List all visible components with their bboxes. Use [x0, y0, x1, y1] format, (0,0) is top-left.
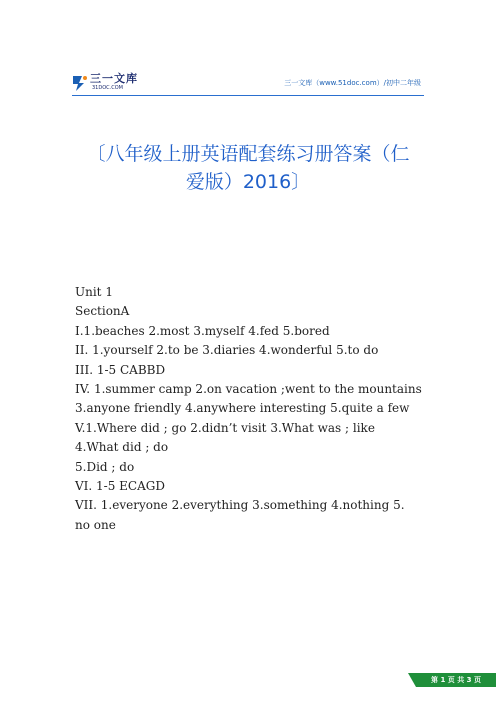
footer-tab-corner: [408, 673, 416, 687]
body-line: VI. 1-5 ECAGD: [75, 478, 165, 493]
document-body: [75, 283, 425, 535]
body-line: II. 1.yourself 2.to be 3.diaries 4.wonderful 5.to do: [75, 343, 379, 358]
page-number-badge: 第 1 页 共 3 页: [416, 673, 496, 687]
body-line: I.1.beaches 2.most 3.myself 4.fed 5.bored: [75, 323, 330, 338]
body-line: VII. 1.everyone 2.everything 3.something 4.nothing 5.: [75, 498, 405, 513]
logo-icon: [70, 73, 90, 93]
logo-text: 三一文库: [90, 72, 138, 85]
body-line: 5.Did ; do: [75, 459, 135, 474]
body-line: no one: [75, 517, 116, 532]
logo-subtext: 31DOC.COM: [92, 85, 123, 91]
body-line: IV. 1.summer camp 2.on vacation ;went to the mountains: [75, 381, 422, 396]
body-line: III. 1-5 CABBD: [75, 362, 166, 377]
body-line: Unit 1: [75, 285, 113, 299]
title-line-2: 爱版）2016〕: [185, 171, 311, 193]
body-line: SectionA: [75, 304, 130, 319]
document-title: [60, 140, 436, 196]
site-logo[interactable]: [70, 73, 140, 93]
header-divider: [72, 95, 424, 96]
title-line-1: 〔八年级上册英语配套练习册答案（仁: [86, 143, 410, 165]
body-line: 3.anyone friendly 4.anywhere interesting 5.quite a few: [75, 401, 410, 416]
body-line: V.1.Where did ; go 2.didn’t visit 3.What was ; like: [75, 420, 375, 435]
header-site-link[interactable]: 三一文库（www.51doc.com）/初中二年级: [284, 79, 421, 87]
body-line: 4.What did ; do: [75, 440, 169, 455]
